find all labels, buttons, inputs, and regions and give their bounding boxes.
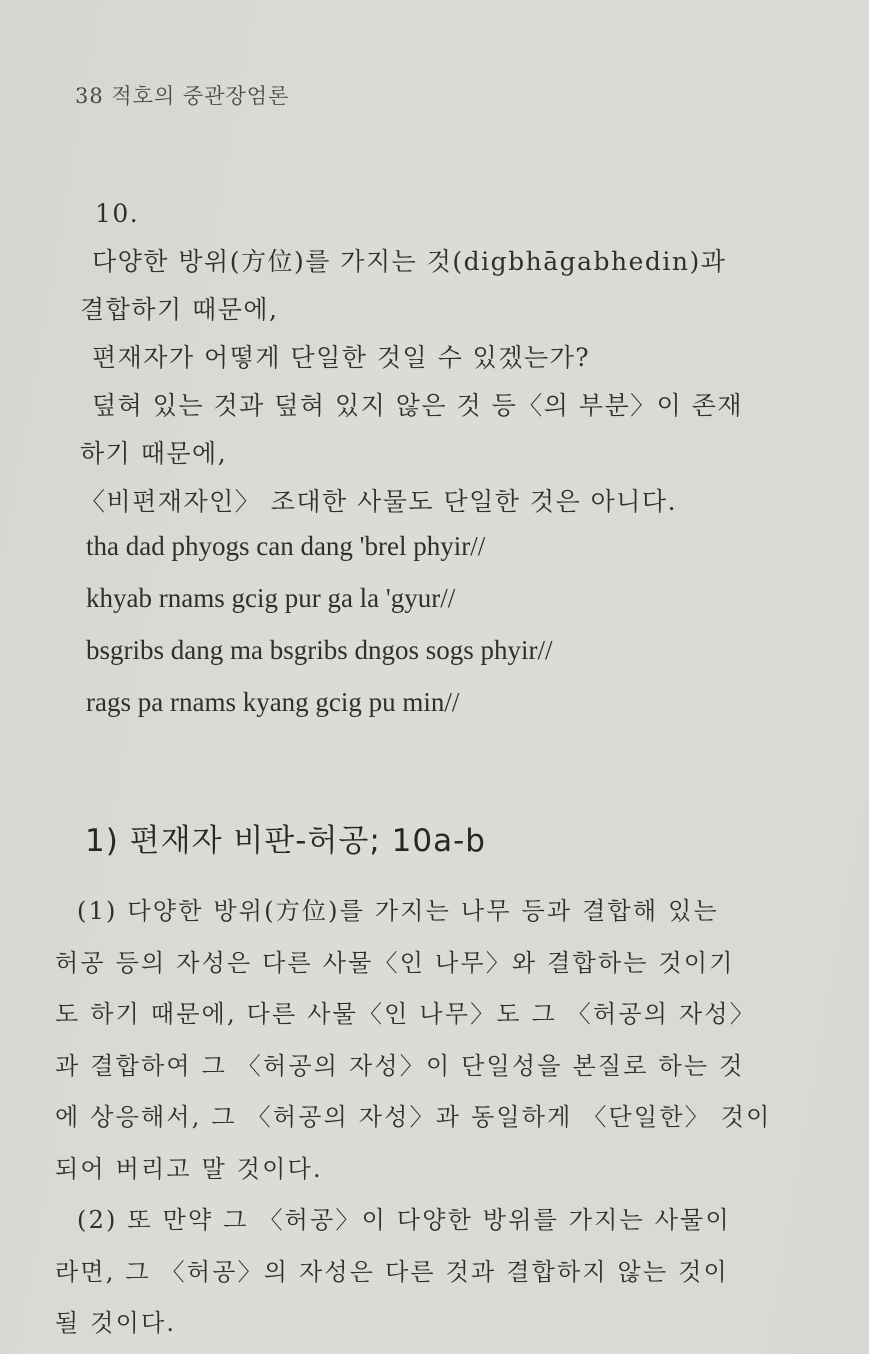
tibetan-line: rags pa rnams kyang gcig pu min//: [86, 687, 460, 717]
verse-number: 10.: [95, 199, 140, 228]
commentary-line: 될 것이다.: [55, 1309, 177, 1337]
tibetan-verse: [86, 520, 826, 728]
commentary-line: 과 결합하여 그 〈허공의 자성〉이 단일성을 본질로 하는 것: [55, 1051, 745, 1080]
commentary-line: 라면, 그 〈허공〉의 자성은 다른 것과 결합하지 않는 것이: [55, 1257, 729, 1286]
verse-line: 다양한 방위(方位)를 가지는 것(digbhāgabhedin)과: [92, 247, 727, 276]
commentary-line: 되어 버리고 말 것이다.: [55, 1154, 323, 1183]
section-title: 1) 편재자 비판-허공; 10a-b: [85, 823, 486, 859]
verse-line: 결합하기 때문에,: [80, 295, 279, 324]
running-head: 38 적호의 중관장엄론: [75, 84, 290, 108]
commentary-body: [55, 886, 820, 1350]
tibetan-line: khyab rnams gcig pur ga la 'gyur//: [86, 583, 456, 613]
tibetan-line: tha dad phyogs can dang 'brel phyir//: [86, 531, 486, 561]
commentary-line: (1) 다양한 방위(方位)를 가지는 나무 등과 결합해 있는: [77, 897, 719, 925]
commentary-line: 에 상응해서, 그 〈허공의 자성〉과 동일하게 〈단일한〉 것이: [55, 1103, 772, 1131]
verse-block: [80, 190, 820, 526]
commentary-line: 허공 등의 자성은 다른 사물〈인 나무〉와 결합하는 것이기: [55, 948, 735, 977]
verse-line: 편재자가 어떻게 단일한 것일 수 있겠는가?: [92, 343, 591, 372]
tibetan-line: bsgribs dang ma bsgribs dngos sogs phyir//: [86, 635, 553, 665]
verse-line: 하기 때문에,: [80, 439, 228, 468]
commentary-line: (2) 또 만약 그 〈허공〉이 다양한 방위를 가지는 사물이: [77, 1206, 731, 1234]
verse-line: 〈비편재자인〉 조대한 사물도 단일한 것은 아니다.: [80, 487, 678, 516]
verse-line: 덮혀 있는 것과 덮혀 있지 않은 것 등〈의 부분〉이 존재: [92, 391, 744, 420]
commentary-line: 도 하기 때문에, 다른 사물〈인 나무〉도 그 〈허공의 자성〉: [55, 1000, 756, 1028]
